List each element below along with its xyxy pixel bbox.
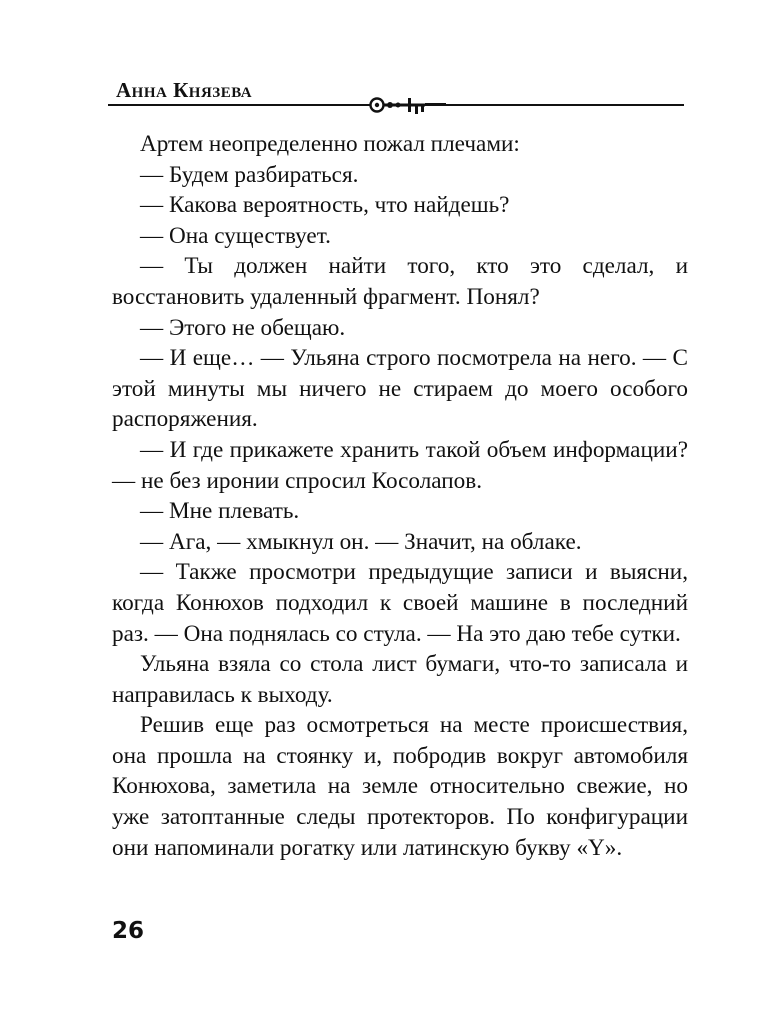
page-number: 26 xyxy=(112,918,145,944)
header-rule-left xyxy=(108,104,370,106)
paragraph: — Мне плевать. xyxy=(140,498,300,525)
body-text xyxy=(112,129,688,863)
paragraph: Ульяна взяла со стола лист бумаги, что-то записала и направилась к выходу. xyxy=(112,651,688,708)
paragraph: — Она существует. xyxy=(140,222,331,249)
paragraph: Решив еще раз осмотреться на месте происшествия, она прошла на стоянку и, побродив вокруг автомобиля Конюхова, заметила на земле относительно свежие, но уже затоптанные следы протекторов. По конфигурации они напоминали рогатку или латинскую букву «Y». xyxy=(112,712,688,861)
paragraph: — Ты должен найти того, кто это сделал, и восстановить удаленный фрагмент. Понял? xyxy=(112,253,688,310)
key-icon xyxy=(368,94,446,116)
paragraph: — И где прикажете хранить такой объем информации? — не без иронии спросил Косолапов. xyxy=(112,436,688,494)
paragraph: — Какова вероятность, что найдешь? xyxy=(140,192,510,219)
header-rule-right xyxy=(440,104,684,106)
paragraph: — Также просмотри предыдущие записи и выясни, когда Конюхов подходил к своей машине в последний раз. — Она поднялась со стула. — На это даю тебе сутки. xyxy=(112,559,688,647)
paragraph: — Ага, — хмыкнул он. — Значит, на облаке. xyxy=(140,528,582,555)
paragraph: — Будем разбираться. xyxy=(140,161,359,188)
paragraph: Артем неопределенно пожал плечами: xyxy=(140,131,520,157)
running-header-author: Анна Князева xyxy=(116,78,253,102)
paragraph: — Этого не обещаю. xyxy=(140,314,346,341)
paragraph: — И еще… — Ульяна строго посмотрела на него. — С этой минуты мы ничего не стираем до моего особого распоряжения. xyxy=(112,345,688,433)
